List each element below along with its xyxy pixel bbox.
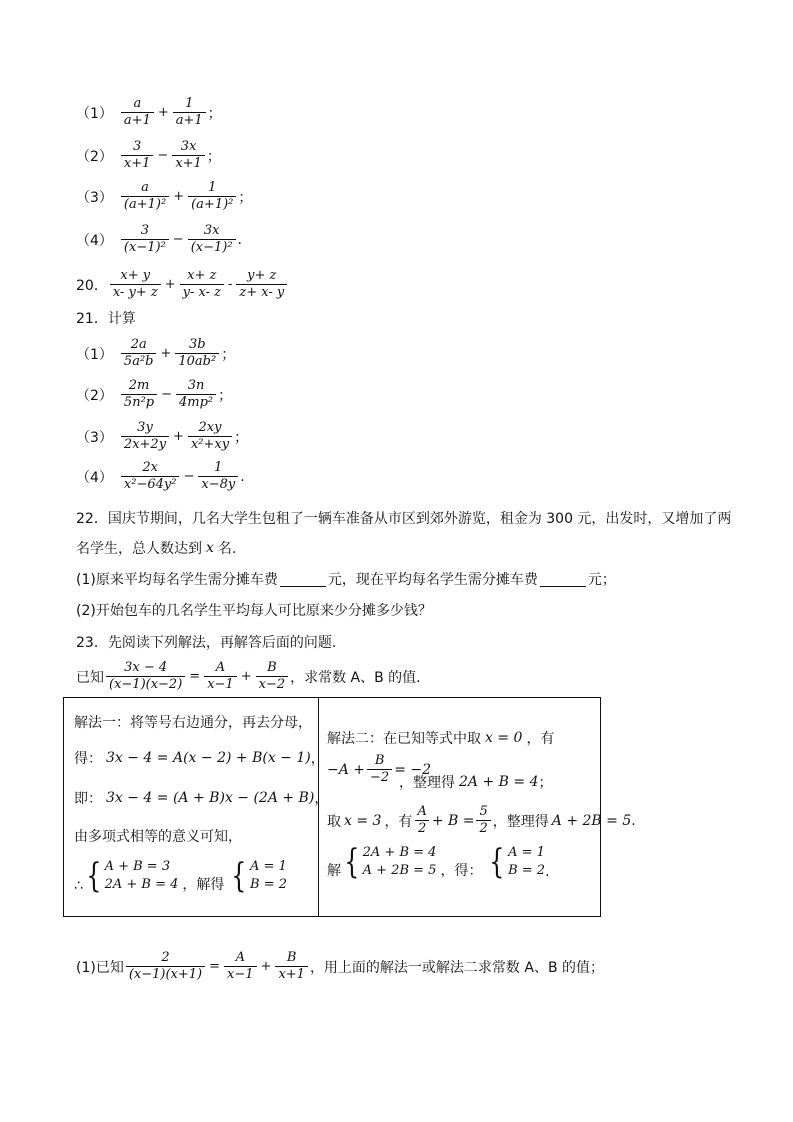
q21-item-1: （1） $\frac{2a}{\text{5a²b}}$ + $\frac{3b}{\text{10ab²}}$ ；	[76, 337, 236, 369]
fraction: $\frac{1}{x-8y}$	[198, 460, 238, 493]
method-two-cell	[319, 698, 636, 917]
q20-frac-3: $\frac{y+ z}{z+ x- y}$	[236, 268, 287, 301]
m2-eq2: 取 x = 3 ，有 $\frac{A}{2}$ + B = $\frac{5}{2}$ ，整理得 A + 2B = 5 .	[327, 804, 636, 836]
fraction: $\frac{2m}{\text{5n²p}}$	[121, 378, 157, 411]
fraction: $\frac{3}{\text{(x−1)²}}$	[121, 223, 169, 256]
q19-item-1: （1） $\frac{a}{a+1}$ + $\frac{1}{a+1}$ ；	[76, 96, 222, 128]
fraction: $\frac{3b}{\text{10ab²}}$	[175, 337, 219, 370]
q22-part2: (2)开始包车的几名学生平均每人可比原来少分摊多少钱？	[76, 603, 432, 619]
m1-systems: ∴ { A + B = 3 2A + B = 4 ，解得 { A = 1 B = 2	[74, 856, 287, 896]
q23-p1-frac-b: $\frac{B}{x+1}$	[275, 950, 308, 983]
q20-label: 20．	[76, 277, 108, 294]
fraction: $\frac{2a}{\text{5a²b}}$	[121, 337, 157, 370]
q22-line2: 名学生，总人数达到 x 名.	[76, 540, 237, 557]
method-one-cell	[64, 698, 329, 917]
q23-frac-0: $\frac{3x - 4}{(x-1)(x-2)}$	[106, 660, 185, 693]
m1-row2: 即： 3x − 4 = (A + B)x − (2A + B) ，	[74, 790, 329, 807]
fraction: $\frac{1}{\text{(a+1)²}}$	[188, 180, 236, 213]
fraction: $\frac{1}{a+1}$	[173, 96, 206, 129]
fraction: $\frac{3}{x+1}$	[121, 139, 154, 172]
q20-frac-1: $\frac{x+ y}{x- y+ z}$	[110, 268, 161, 301]
q23-title: 23．先阅读下列解法，再解答后面的问题．	[76, 635, 346, 651]
m2-title: 解法二：在已知等式中取 x = 0 ，有	[327, 730, 555, 747]
q21-title: 21．计算	[76, 311, 136, 327]
q22-line1: 22．国庆节期间，几名大学生包租了一辆车准备从市区到郊外游览，租金为 300 元，出发时，又增加了两	[76, 511, 732, 527]
answer-blank-1[interactable]	[280, 572, 326, 587]
q23-p1-frac-a: $\frac{A}{x-1}$	[224, 950, 257, 983]
m1-row3: 由多项式相等的意义可知，	[74, 829, 242, 845]
q23-part1: (1)已知 $\frac{2}{(x-1)(x+1)}$ = $\frac{A}{x-1}$ + $\frac{B}{x+1}$ ，用上面的解法一或解法二求常数 A、B 的值；	[76, 950, 605, 982]
q20-frac-2: $\frac{x+ z}{y- x- z}$	[180, 268, 224, 301]
fraction: $\frac{a}{a+1}$	[121, 96, 154, 129]
m2-systems: 解 { 2A + B = 4 A + 2B = 5 ，得： { A = 1 B = 2 .	[327, 842, 550, 882]
m2-eq1-rest: ，整理得 2A + B = 4 ；	[399, 774, 553, 791]
q20-line: 20． $\frac{x+ y}{x- y+ z}$ + $\frac{x+ z}{y- x- z}$ - $\frac{y+ z}{z+ x- y}$	[76, 268, 289, 301]
fraction: $\frac{2xy}{\text{x²+xy}}$	[188, 420, 232, 453]
fraction: $\frac{3x}{x+1}$	[172, 139, 205, 172]
answer-blank-2[interactable]	[540, 572, 586, 587]
q23-frac-a: $\frac{A}{x-1}$	[204, 660, 237, 693]
q23-frac-b: $\frac{B}{x-2}$	[256, 660, 289, 693]
m2-system-2: { A = 1 B = 2	[489, 842, 546, 882]
solution-box	[63, 697, 636, 917]
q23-p1-frac-0: $\frac{2}{(x-1)(x+1)}$	[126, 950, 205, 983]
q22-part1: (1)原来平均每名学生需分摊车费 元，现在平均每名学生需分摊车费 元；	[76, 572, 616, 588]
q21-item-4: （4） $\frac{2x}{\text{x²−64y²}}$ − $\frac{1}{x-8y}$ .	[76, 460, 245, 492]
fraction: $\frac{3n}{\text{4mp²}}$	[176, 378, 216, 411]
q19-item-2: （2） $\frac{3}{x+1}$ − $\frac{3x}{x+1}$ ；	[76, 139, 221, 171]
m1-system-1: { A + B = 3 2A + B = 4	[86, 856, 179, 896]
m1-system-2: { A = 1 B = 2	[231, 856, 287, 896]
fraction: $\frac{3x}{\text{(x−1)²}}$	[188, 223, 236, 256]
q19-item-4: （4） $\frac{3}{\text{(x−1)²}}$ − $\frac{3x}{\text{(x−1)²}}$ .	[76, 223, 242, 255]
fraction: $\frac{2x}{\text{x²−64y²}}$	[121, 460, 180, 493]
fraction: $\frac{3y}{2x+2y}$	[121, 420, 169, 453]
q23-given: 已知 $\frac{3x - 4}{(x-1)(x-2)}$ = $\frac{A}{x-1}$ + $\frac{B}{x-2}$ ，求常数 A、B 的值.	[76, 660, 421, 692]
fraction: $\frac{a}{\text{(a+1)²}}$	[121, 180, 169, 213]
m2-eq1: −A + $\frac{B}{-2}$ = −2	[327, 753, 432, 785]
q21-item-2: （2） $\frac{2m}{\text{5n²p}}$ − $\frac{3n}{\text{4mp²}}$ ；	[76, 378, 233, 410]
q21-item-3: （3） $\frac{3y}{2x+2y}$ + $\frac{2xy}{\text{x²+xy}}$ ；	[76, 420, 249, 452]
m1-title: 解法一：将等号右边通分，再去分母，	[74, 715, 312, 731]
m1-row1: 得： 3x − 4 = A(x − 2) + B(x − 1) ，	[74, 750, 325, 767]
q19-item-3: （3） $\frac{a}{\text{(a+1)²}}$ + $\frac{1}{\text{(a+1)²}}$ ；	[76, 180, 253, 212]
m2-system-1: { 2A + B = 4 A + 2B = 5	[344, 842, 437, 882]
